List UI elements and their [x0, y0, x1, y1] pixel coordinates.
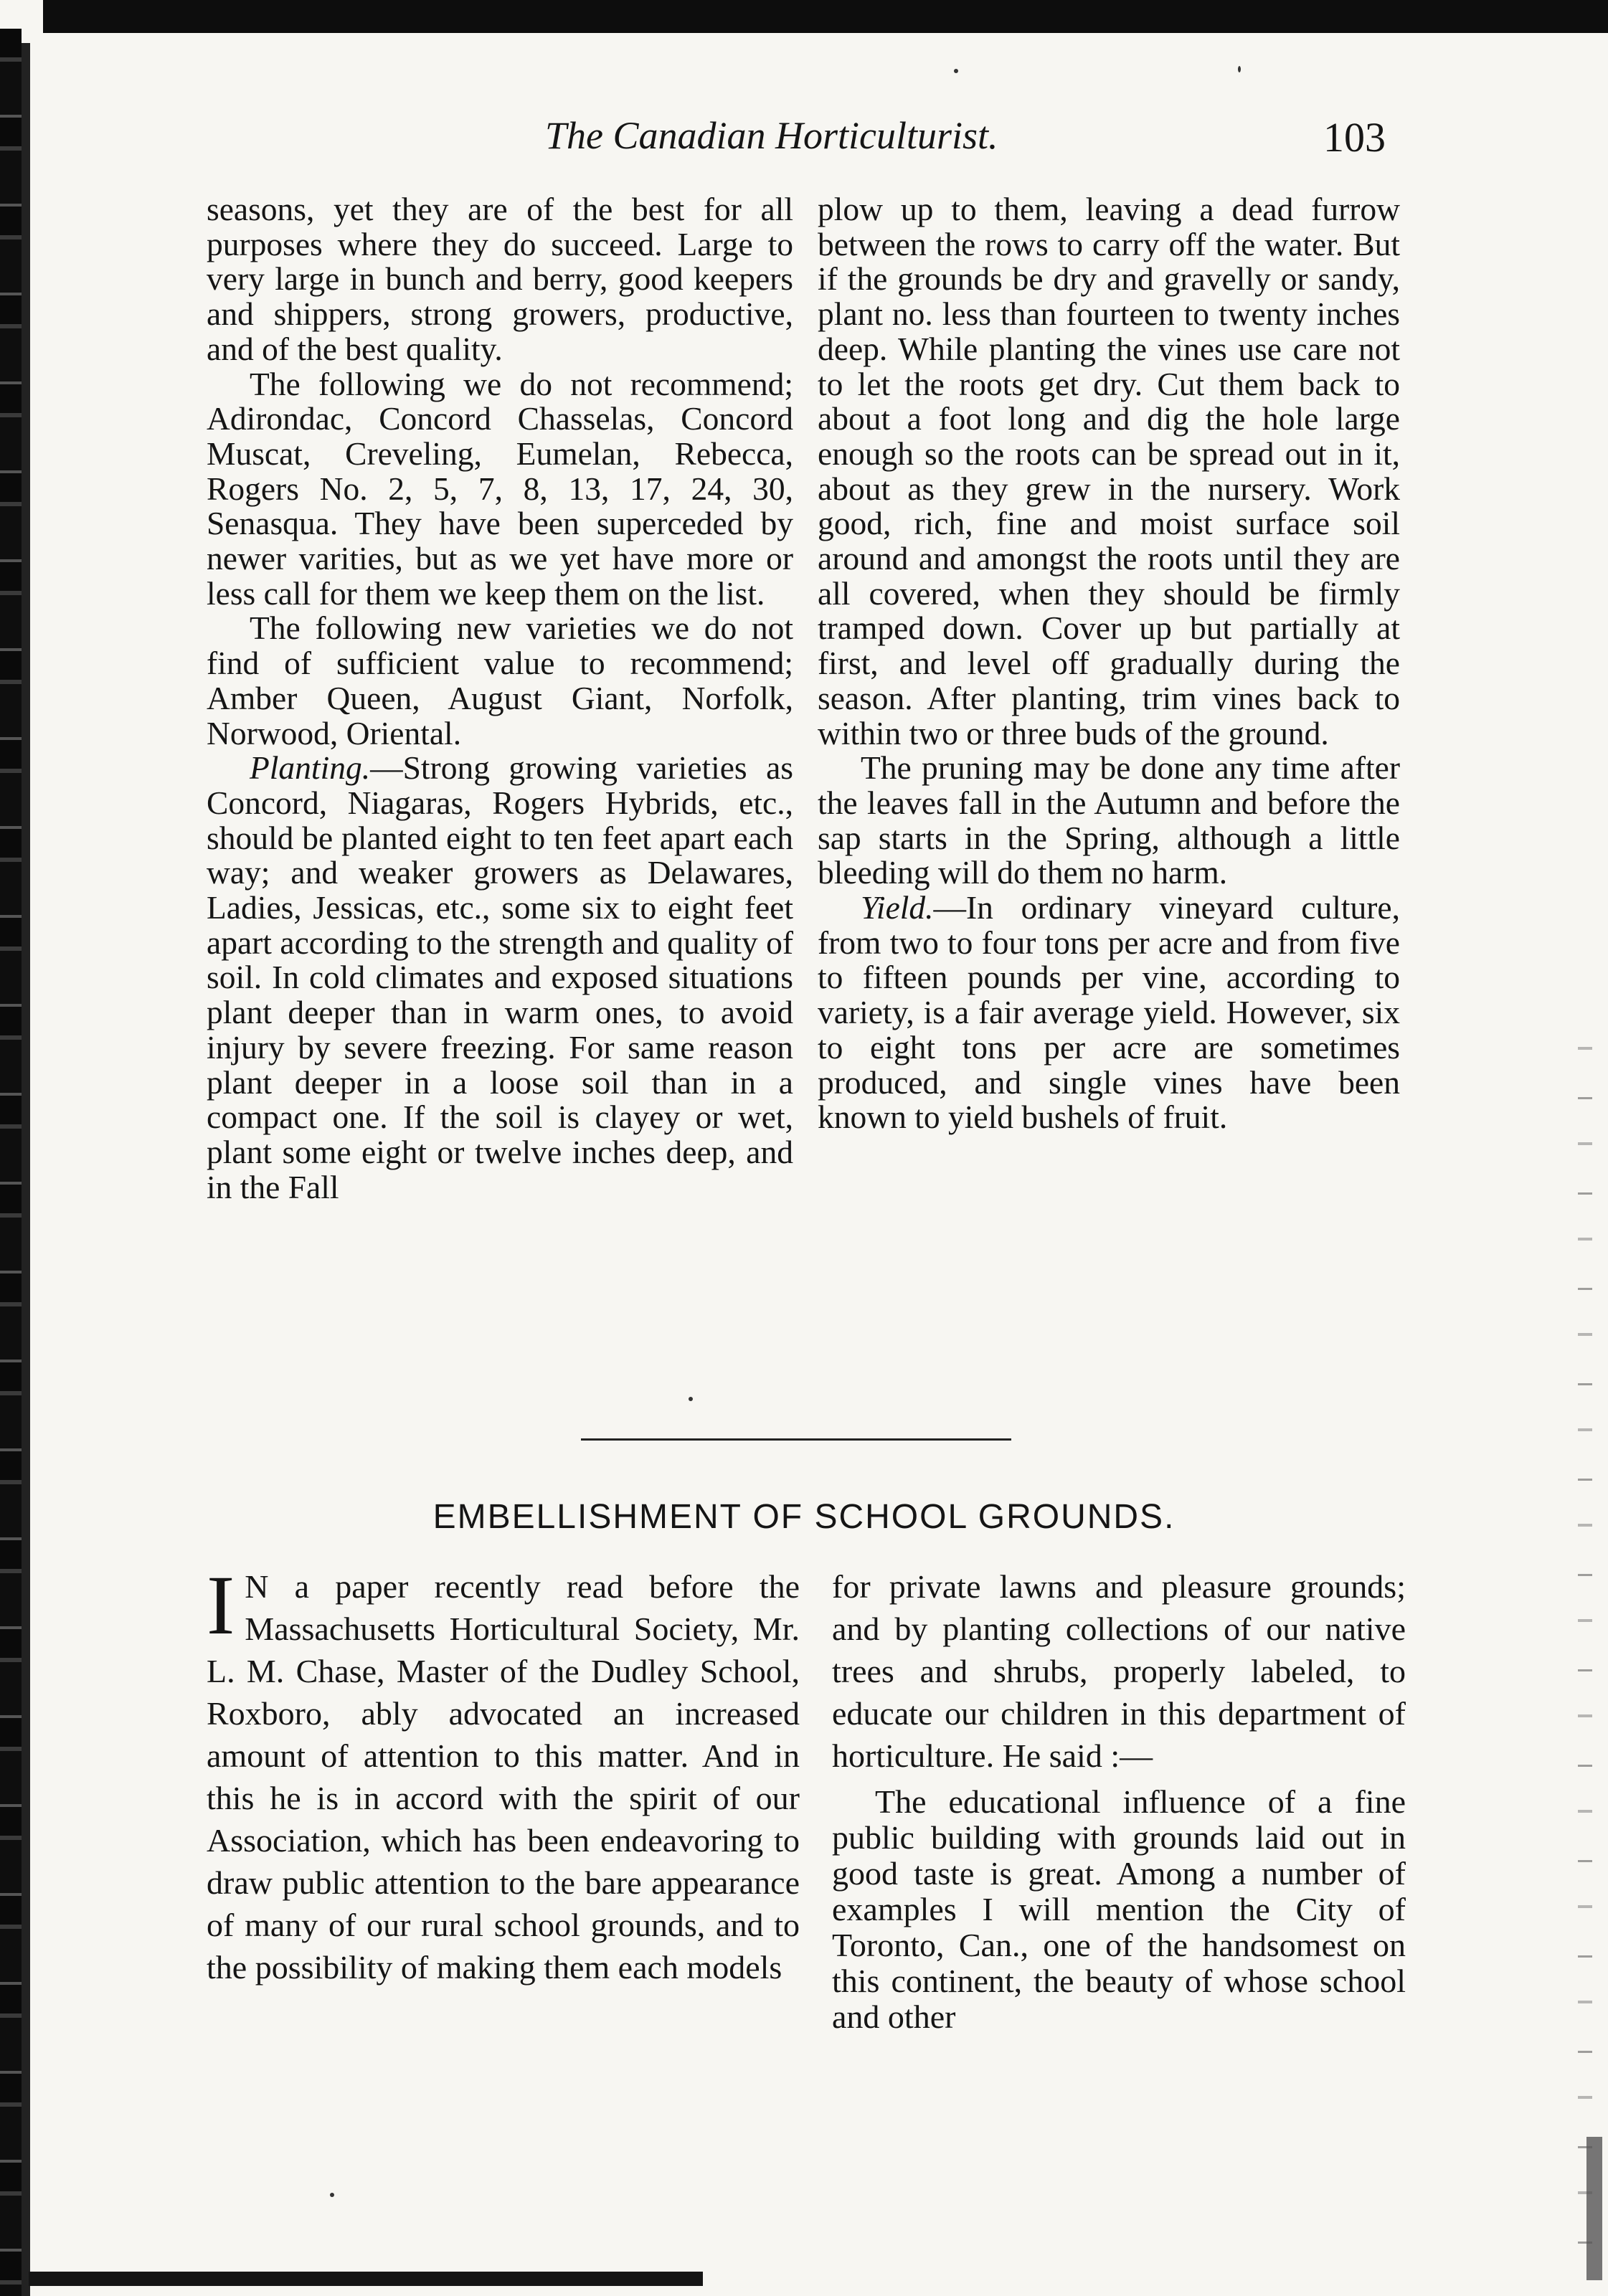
intro-text: N a paper recently read before the Massachusetts Horticultural Society, Mr. L. M. Chase, Master of the Dudley School, Roxboro, ably advocated an increased amount of attention to this matter. And in this he is in accord with the spirit of our Association, which has been endeavoring to draw public attention to the bare appearance of many of our rural school grounds, and to the possibility of making them each models [207, 1568, 800, 1986]
paragraph: The following new varieties we do not find of sufficient value to recommend; Amber Queen, August Giant, Norfolk, Norwood, Oriental. [207, 609, 793, 751]
left-scan-edge [0, 29, 22, 2296]
bottom-scan-edge [29, 2272, 703, 2286]
right-scan-noise-lower [1586, 2137, 1602, 2280]
page-number: 103 [1323, 114, 1386, 161]
planting-text: —Strong growing varieties as Concord, Niagaras, Rogers Hybrids, etc., should be planted eight to ten feet apart each way; and weaker growers as Delawares, Ladies, Jessicas, etc., some six to eight feet apart according to the strength and quality of soil. In cold climates and exposed situations plant deeper than in warm ones, to avoid injury by severe freezing. For same reason plant deeper in a loose soil than in a compact one. If the soil is clayey or wet, plant some eight or twelve inches deep, and in the Fall [207, 749, 793, 1205]
yield-heading: Yield. [861, 889, 934, 926]
scan-speck [1238, 66, 1241, 72]
intro-paragraph [207, 1558, 800, 1988]
left-scan-shadow [22, 43, 30, 2296]
yield-text: —In ordinary vineyard culture, from two to four tons per acre and from five to fifteen pounds per vine, according to variety, is a fair average yield. However, six to eight tons per acre are sometimes produced, and single vines have been known to yield bushels of fruit. [818, 889, 1400, 1136]
right-column-article [832, 1565, 1406, 2035]
scan-speck [689, 1397, 693, 1401]
planting-paragraph [207, 751, 793, 1205]
paragraph: for private lawns and pleasure grounds; and by planting collections of our native trees and shrubs, properly labeled, to educate our children in this department of horticulture. He said :— [832, 1568, 1406, 1774]
paragraph: plow up to them, leaving a dead furrow between the rows to carry off the water. But if the grounds be dry and gravelly or sandy, plant no. less than fourteen to twenty inches deep. While planting the vines use care not to let the roots get dry. Cut them back to about a foot long and dig the hole large enough so the roots can be spread out in it, about as they grew in the nursery. Work good, rich, fine and moist surface soil around and amongst the roots until they are all covered, when they should be firmly tramped down. Cover up but partially at first, and level off gradually during the season. After planting, trim vines back to within two or three buds of the ground. [818, 191, 1400, 751]
drop-cap: I [207, 1558, 235, 1652]
planting-heading: Planting. [250, 749, 371, 787]
scan-speck [330, 2193, 334, 2197]
paragraph: seasons, yet they are of the best for all purposes where they do succeed. Large to very large in bunch and berry, good keepers and shippers, strong growers, productive, and of the best quality. [207, 191, 793, 367]
right-column-top [818, 192, 1400, 1135]
yield-paragraph [818, 891, 1400, 1135]
scan-speck [954, 69, 958, 73]
left-column-article [207, 1558, 800, 1988]
paragraph: The following we do not recommend; Adirondac, Concord Chasselas, Concord Muscat, Creveling, Eumelan, Rebecca, Rogers No. 2, 5, 7, 8, 13, 17, 24, 30, Senasqua. They have been superceded by newer varities, but as we yet have more or less call for them we keep them on the list. [207, 365, 793, 612]
left-column-top [207, 192, 793, 1205]
section-divider [581, 1438, 1011, 1441]
right-scan-noise [1578, 1004, 1592, 2266]
paragraph: The educational influence of a fine public building with grounds laid out in good taste is great. Among a number of examples I will mention the City of Toronto, Can., one of the handsomest on this continent, the beauty of whose school and other [832, 1783, 1406, 2035]
article-title: EMBELLISHMENT OF SCHOOL GROUNDS. [432, 1498, 1176, 1536]
running-title: The Canadian Horticulturist. [545, 114, 998, 157]
top-scan-edge [43, 0, 1608, 33]
paragraph: The pruning may be done any time after the leaves fall in the Autumn and before the sap starts in the Spring, although a little bleeding will do them no harm. [818, 749, 1400, 891]
